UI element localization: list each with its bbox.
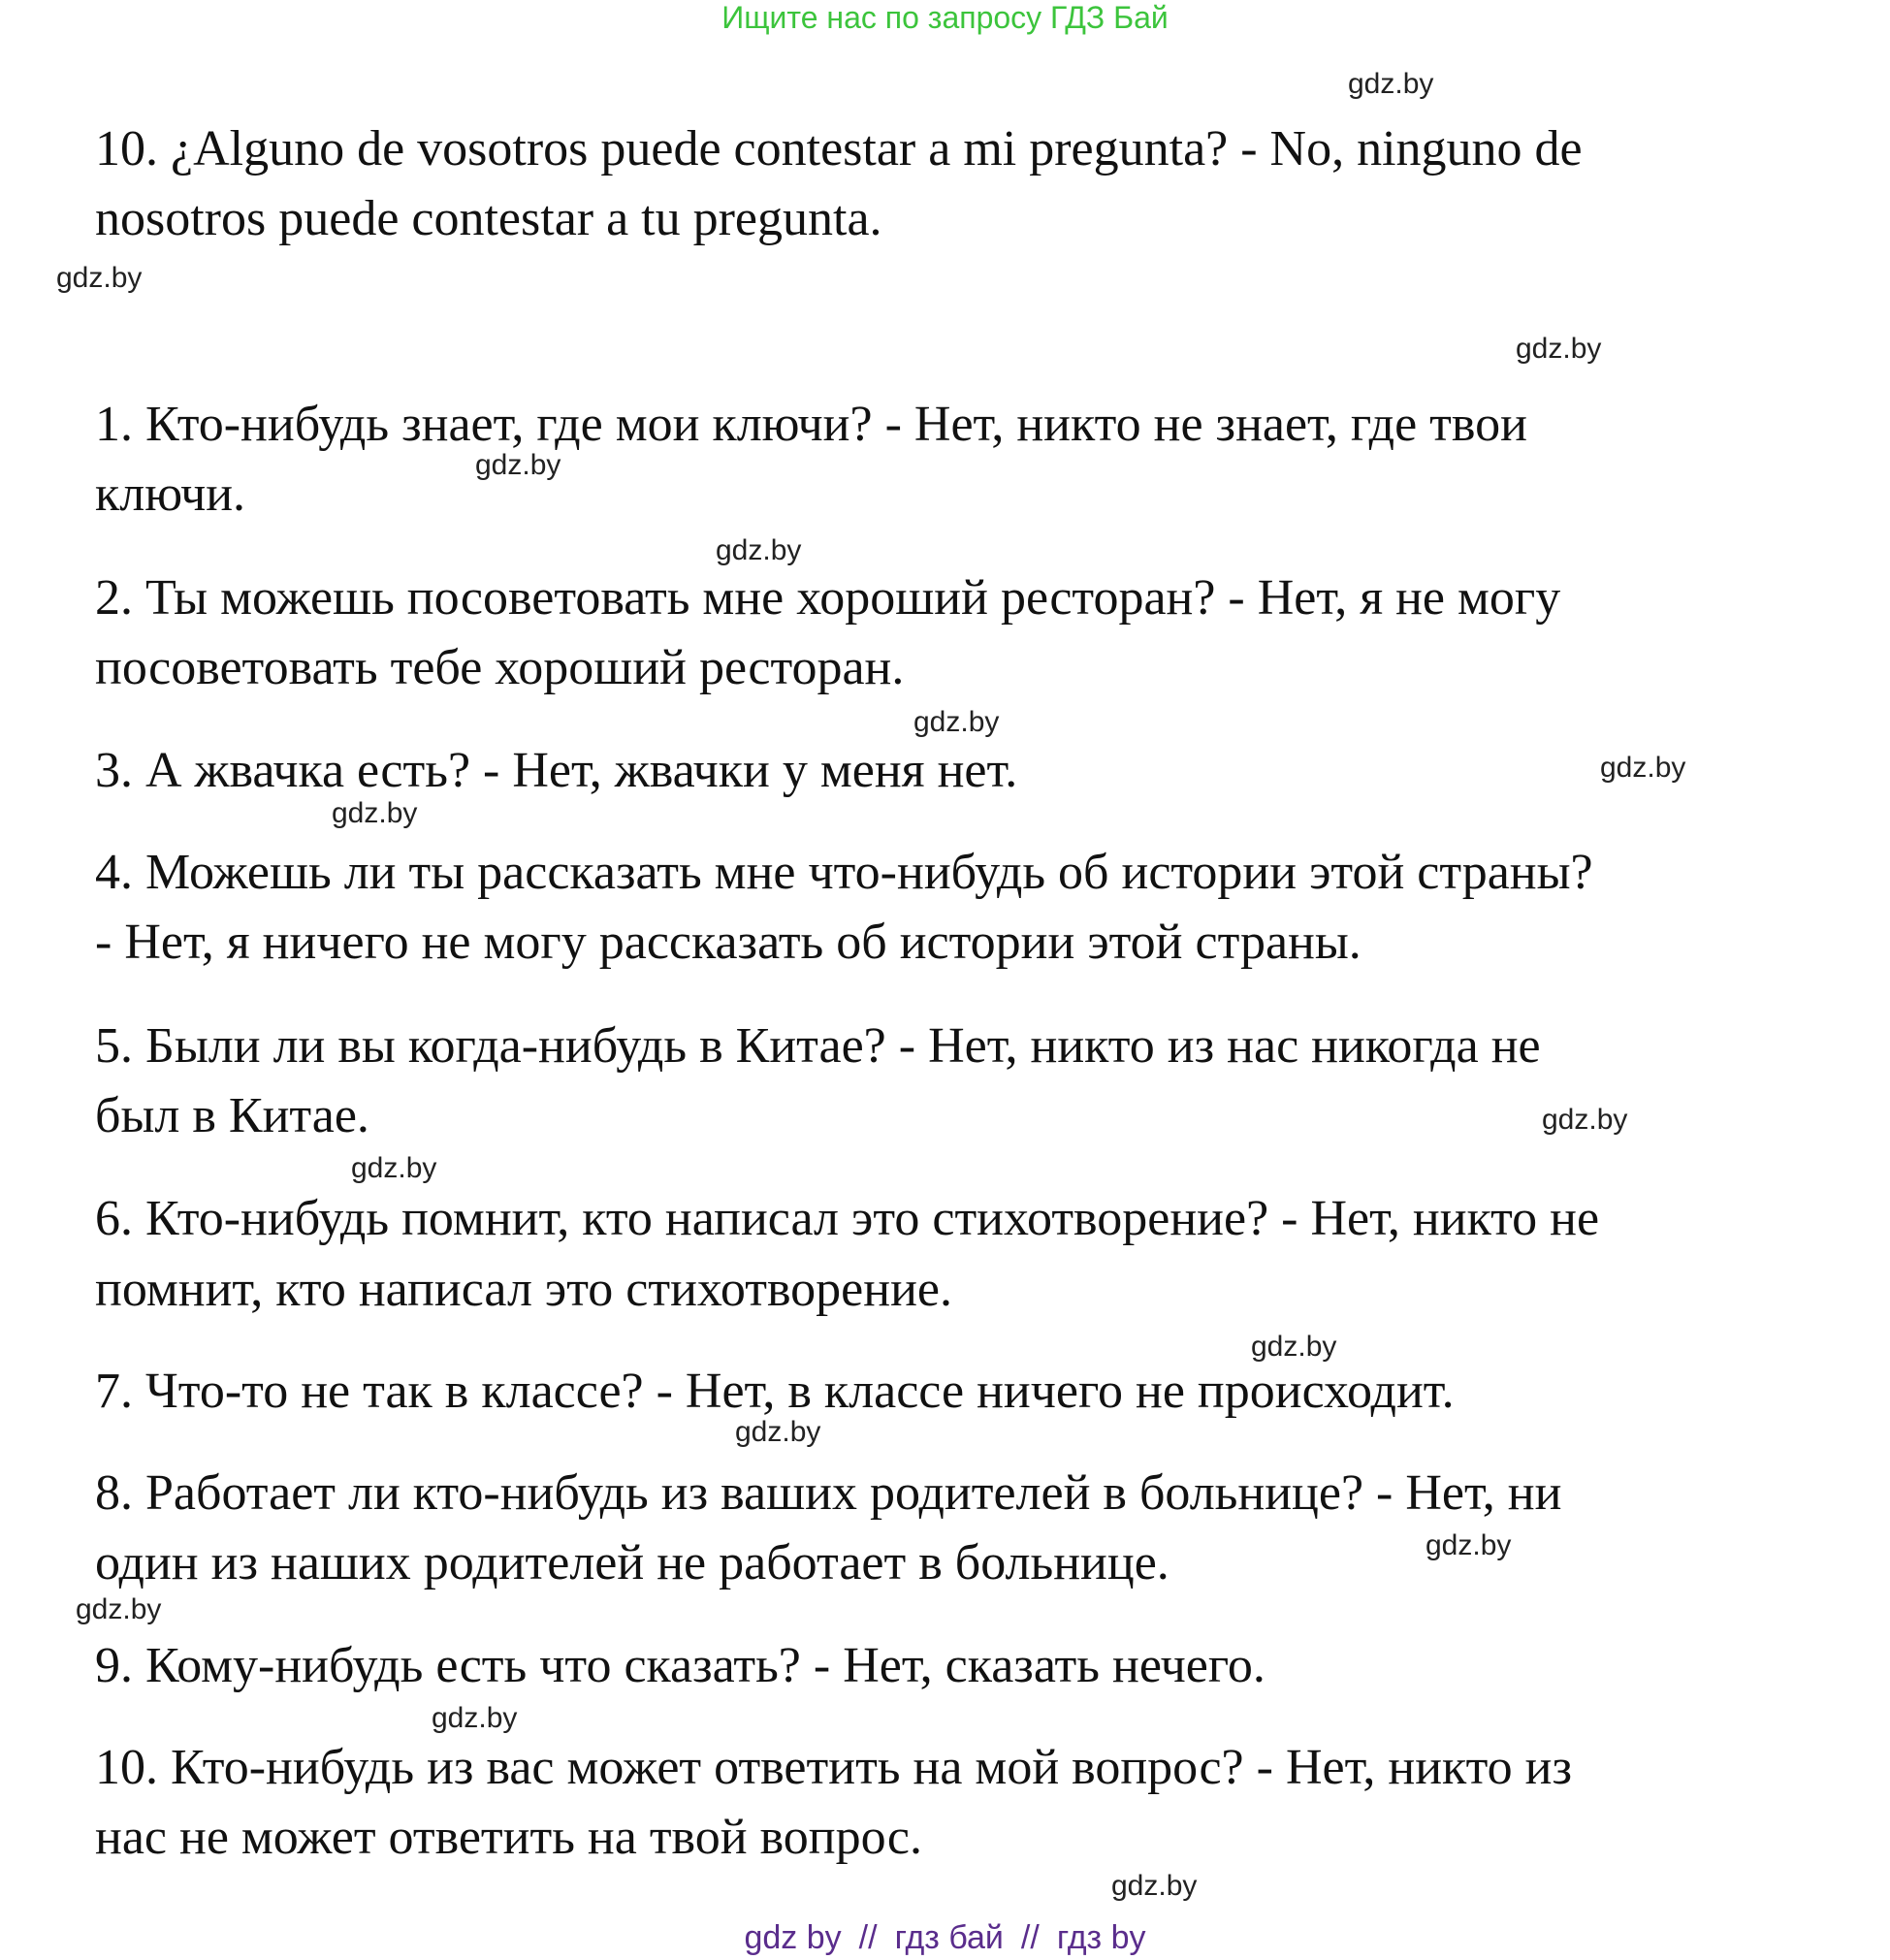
spanish-answer-10-line-2: nosotros puede contestar a tu pregunta. (95, 191, 882, 246)
watermark: gdz.by (1542, 1104, 1628, 1136)
watermark: gdz.by (432, 1702, 518, 1734)
watermark: gdz.by (1600, 752, 1686, 784)
watermark: gdz.by (56, 262, 143, 294)
watermark: gdz.by (913, 706, 1000, 738)
footer-link-gdz-by-cyr[interactable]: гдз by (1056, 1919, 1146, 1956)
answer-10-line-1: 10. Кто-нибудь из вас может ответить на мой вопрос? - Нет, никто из (95, 1740, 1573, 1795)
answer-1-line-1: 1. Кто-нибудь знает, где мои ключи? - Нет, никто не знает, где твои (95, 397, 1527, 452)
watermark: gdz.by (1348, 68, 1434, 100)
answer-4-line-1: 4. Можешь ли ты рассказать мне что-нибудь об истории этой страны? (95, 845, 1593, 900)
answer-5-line-1: 5. Были ли вы когда-нибудь в Китае? - Нет, никто из нас никогда не (95, 1018, 1541, 1074)
footer-link-gdz-bai[interactable]: гдз бай (894, 1919, 1004, 1956)
search-banner: Ищите нас по запросу ГДЗ Бай (721, 0, 1169, 35)
spanish-answer-10-line-1: 10. ¿Alguno de vosotros puede contestar a mi pregunta? - No, ninguno de (95, 121, 1583, 177)
answer-1-line-2: ключи. (95, 466, 246, 522)
answer-5-line-2: был в Китае. (95, 1088, 369, 1143)
footer-link-gdz-by[interactable]: gdz by (744, 1919, 842, 1956)
watermark: gdz.by (1516, 333, 1602, 365)
watermark: gdz.by (1251, 1331, 1337, 1363)
watermark: gdz.by (716, 534, 802, 566)
answer-8-line-2: один из наших родителей не работает в больнице. (95, 1535, 1169, 1590)
watermark: gdz.by (76, 1593, 162, 1625)
answer-6-line-2: помнит, кто написал это стихотворение. (95, 1262, 952, 1317)
answer-2-line-2: посоветовать тебе хороший ресторан. (95, 640, 905, 695)
answer-10-line-2: нас не может ответить на твой вопрос. (95, 1810, 922, 1865)
answer-7-line-1: 7. Что-то не так в классе? - Нет, в классе ничего не происходит. (95, 1364, 1455, 1419)
answer-6-line-1: 6. Кто-нибудь помнит, кто написал это стихотворение? - Нет, никто не (95, 1191, 1600, 1246)
answer-2-line-1: 2. Ты можешь посоветовать мне хороший ресторан? - Нет, я не могу (95, 570, 1561, 626)
answer-4-line-2: - Нет, я ничего не могу рассказать об истории этой страны. (95, 915, 1361, 970)
watermark: gdz.by (735, 1416, 821, 1448)
watermark: gdz.by (1111, 1870, 1198, 1902)
answer-3-line-1: 3. А жвачка есть? - Нет, жвачки у меня нет. (95, 743, 1018, 798)
footer-separator: // (858, 1919, 878, 1956)
footer-links (0, 1918, 1890, 1957)
watermark: gdz.by (351, 1152, 437, 1184)
answer-8-line-1: 8. Работает ли кто-нибудь из ваших родителей в больнице? - Нет, ни (95, 1465, 1562, 1521)
watermark: gdz.by (475, 449, 561, 481)
watermark: gdz.by (332, 797, 418, 829)
watermark: gdz.by (1426, 1529, 1512, 1561)
answer-9-line-1: 9. Кому-нибудь есть что сказать? - Нет, сказать нечего. (95, 1638, 1265, 1693)
footer-separator: // (1020, 1919, 1040, 1956)
